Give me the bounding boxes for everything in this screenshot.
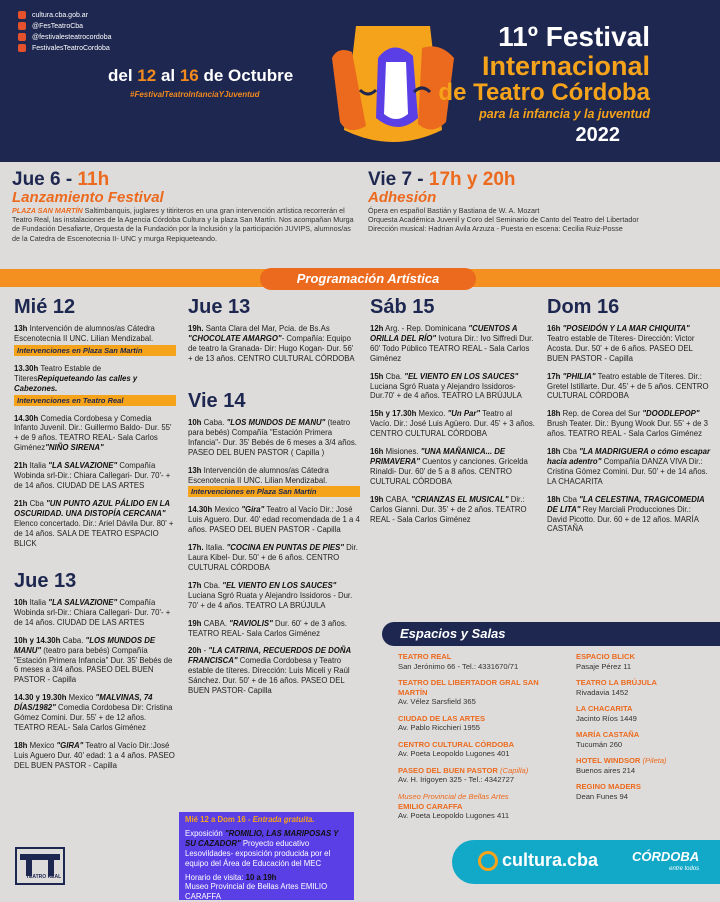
event-tag: Intervenciones en Plaza San Martín bbox=[188, 486, 360, 497]
event-origin: Mexico. bbox=[416, 409, 448, 419]
teatro-real-icon bbox=[14, 846, 66, 886]
dates-suffix: de Octubre bbox=[198, 66, 294, 85]
event-time: 19h bbox=[188, 618, 202, 628]
event-title: "CUENTOS A ORILLA DEL RÍO" bbox=[370, 324, 518, 343]
venue-address: Pasaje Pérez 11 bbox=[576, 661, 632, 671]
event-origin: Cba. bbox=[201, 580, 223, 590]
event-details: Dir. Laura Kibel- Dur. 50' + de 6 años. CENTRO CULTURAL CÓRDOBA bbox=[188, 543, 358, 572]
event-details: Luciana Sgró Ruata y Alejandro Issidoros- Dur.70' + de 4 años. TEATRO LA BRÚJULA bbox=[370, 381, 522, 401]
jue6-text: Saltimbanquis, juglares y titiriteros en una gran intervención artística recorrerán el Teatro Real, las instalaciones de la Agencia Córdoba Cultura y la plaza San Martín. Nos acompañan Murga de Fundación Desafiarte, Orquesta de la Fundación por la Inclusión y la participación JUVIPS, alumnos/as de la Catedra de Escenotecnia II- UNC y murga Repiqueteando. bbox=[12, 206, 354, 243]
venue-name: TEATRO DEL LIBERTADOR GRAL SAN MARTÍN bbox=[398, 678, 539, 697]
event-origin: Italia bbox=[27, 461, 49, 471]
event-list bbox=[370, 324, 535, 524]
event-item bbox=[188, 324, 360, 364]
event-origin: Santa Clara del Mar, Pcia. de Bs.As bbox=[203, 324, 330, 333]
event-item bbox=[370, 372, 535, 402]
event-title: "UNA MAÑANICA... DE PRIMAVERA" bbox=[370, 447, 506, 466]
event-title: "PHILIA" bbox=[562, 371, 596, 381]
event-item bbox=[370, 324, 535, 364]
event-time: 16h bbox=[547, 324, 561, 333]
column-dom16 bbox=[547, 296, 712, 542]
event-title: "LOS MUNDOS DE MANU" bbox=[226, 418, 326, 427]
event-time: 19h bbox=[370, 494, 384, 504]
event-details: (teatro para bebés) Compañía "Estación Primera Infancia" Dur. 35' Bebés de 6 meses a 3/4 años. PASEO DEL BUEN PASTOR - Capilla bbox=[14, 645, 173, 685]
event-origin: Rep. de Corea del Sur bbox=[560, 409, 643, 419]
vie7-subtitle: Adhesión bbox=[368, 189, 437, 206]
cordoba-sub: entre todos bbox=[669, 866, 700, 872]
event-item bbox=[547, 447, 712, 487]
exposicion-place: Museo Provincial de Bellas Artes EMILIO CARAFFA bbox=[185, 882, 328, 902]
cultura-cba-logo bbox=[478, 850, 598, 871]
event-details: Dur. 60' + de 3 años. TEATRO REAL- Sala Carlos Giménez bbox=[188, 618, 347, 638]
venue-name: ESPACIO BLICK bbox=[576, 652, 635, 661]
event-details: Comedia Cordobesa Dir: Cristina Gómez Comini. Dur. 55' + de 12 años. TEATRO REAL- Sala Carlos Giménez bbox=[14, 703, 173, 732]
exposicion-free: - Entrada gratuita. bbox=[245, 815, 315, 824]
event-title: "COCINA EN PUNTAS DE PIES" bbox=[226, 543, 345, 553]
event-item bbox=[188, 543, 360, 573]
event-title: "LA CELESTINA, TRAGICOMEDIA DE LITA" bbox=[547, 494, 705, 514]
event-details: Teatro estable de Títeres. Dir.: Gretel Istillarte. Dur. 45' + de 5 años. CENTRO CULTURAL CÓRDOBA bbox=[547, 371, 709, 401]
event-time: 15h bbox=[370, 371, 384, 381]
column-sab15 bbox=[370, 296, 535, 532]
event-time: 21h bbox=[14, 461, 28, 471]
event-details: Cuentos y canciones. Gricelda Rinaldi- Dur. 60' de 5 a 8 años. CENTRO CULTURAL CÓRDOBA bbox=[370, 456, 528, 486]
programacion-title: Programación Artística bbox=[260, 268, 476, 290]
vie7-heading bbox=[368, 170, 708, 190]
title-line3: de Teatro Córdoba bbox=[438, 79, 650, 106]
column-vie14 bbox=[188, 390, 360, 704]
event-time: 13h bbox=[188, 465, 202, 475]
event-details: Teatro al Vacío Dir.: José Luis Aguero. Dur. 40' edad recomendada de 1 a 4 años. PASEO DEL BUEN PASTOR - Capilla bbox=[188, 505, 360, 535]
festival-dates bbox=[108, 66, 293, 86]
title-line4: para la infancia y la juventud bbox=[479, 107, 650, 121]
event-origin: Cba bbox=[560, 447, 580, 457]
event-item bbox=[14, 364, 176, 406]
event-item bbox=[188, 466, 360, 498]
twitter-icon bbox=[18, 22, 26, 30]
day-heading: Vie 14 bbox=[188, 390, 246, 412]
venue-address: Jacinto Ríos 1449 bbox=[576, 713, 637, 723]
event-details: Rey Marciali Producciones Dir.: David Picotto. Dur. 60 + de 12 años. MARÍA CASTAÑA bbox=[547, 504, 699, 534]
event-title: "MALVINAS, 74 DÍAS/1982" bbox=[14, 693, 153, 713]
event-origin: CABA. bbox=[201, 618, 230, 628]
event-time: 17h. bbox=[188, 543, 204, 553]
venue-name: PASEO DEL BUEN PASTOR (Capilla) bbox=[398, 765, 529, 775]
event-title: "NIÑO SIRENA" bbox=[45, 443, 104, 453]
event-origin: Italia bbox=[27, 598, 49, 607]
event-tag: Intervenciones en Plaza San Martín bbox=[14, 345, 176, 356]
vie7-time: 17h y 20h bbox=[428, 169, 516, 190]
event-item bbox=[370, 409, 535, 439]
venue-detail: (Capilla) bbox=[497, 765, 529, 775]
event-title: "GIRA" bbox=[56, 740, 84, 750]
visit-hours: 10 a 19h bbox=[245, 872, 277, 882]
event-time: 10h y 14.30h bbox=[14, 635, 61, 645]
event-origin: Cba. bbox=[383, 371, 405, 381]
event-item bbox=[547, 409, 712, 439]
vie7-line: Ópera en español Bastián y Bastiana de W. A. Mozart bbox=[368, 206, 540, 215]
espacios-heading: Espacios y Salas bbox=[382, 622, 720, 646]
event-origin: Arg. - Rep. Dominicana bbox=[383, 324, 469, 333]
cultura-logo-icon bbox=[478, 851, 498, 871]
jue6-heading bbox=[12, 170, 357, 190]
event-item bbox=[14, 741, 176, 771]
venue-address: Rivadavia 1452 bbox=[576, 687, 629, 697]
event-time: 13.30h bbox=[14, 363, 41, 373]
social-facebook-text: FestivalesTeatroCordoba bbox=[32, 44, 110, 52]
teatro-real-logo bbox=[14, 846, 66, 886]
column-mie12 bbox=[14, 296, 176, 556]
event-origin: Misiones. bbox=[383, 447, 421, 457]
jue6-time: 11h bbox=[77, 169, 110, 190]
event-time: 18h bbox=[547, 409, 561, 419]
event-details: Ivotura Dir.: Ivo Siffredi Dur. 60' Todo Público TEATRO REAL - Sala Carlos Giménez bbox=[370, 333, 534, 363]
event-title: "Un Par" bbox=[447, 409, 481, 419]
event-details: Luciana Sgró Ruata y Alejandro Issidoros - Dur. 70' + de 4 años. TEATRO LA BRÚJULA bbox=[188, 590, 353, 610]
event-item bbox=[14, 636, 176, 686]
event-list bbox=[188, 324, 360, 364]
event-item bbox=[188, 581, 360, 611]
jue6-day: Jue 6 - bbox=[12, 169, 78, 190]
social-instagram[interactable] bbox=[18, 32, 111, 42]
event-details: Dir.: Carlos Gianni. Dur. 35' + de 2 años. TEATRO REAL - Sala Carlos Giménez bbox=[370, 494, 527, 524]
day-heading: Mié 12 bbox=[14, 296, 76, 318]
day-heading: Jue 13 bbox=[188, 296, 251, 318]
event-item bbox=[14, 499, 176, 549]
event-item bbox=[188, 646, 360, 696]
vie7-line: Orquesta Académica Juvenil y Coro del Seminario de Canto del Teatro del Libertador bbox=[368, 215, 639, 225]
event-time: 18h bbox=[547, 494, 561, 504]
event-time: 12h bbox=[370, 324, 384, 333]
social-twitter-text: @FesTeatroCba bbox=[32, 22, 84, 30]
social-facebook[interactable] bbox=[18, 43, 111, 53]
venue-address: Av. H. Irigoyen 325 - Tel.: 4342727 bbox=[398, 775, 515, 784]
event-details: Teatro al Vacío. Dir.: José Luis Agüero. Dur. 45' + 3 años. CENTRO CULTURAL CÓRDOBA bbox=[370, 409, 535, 439]
event-title: "EL VIENTO EN LOS SAUCES" bbox=[404, 371, 519, 381]
venue-name: HOTEL WINDSOR (Pileta) bbox=[576, 756, 667, 765]
venue-address: Tucumán 260 bbox=[576, 739, 623, 749]
event-title: "LOS MUNDOS DE MANU" bbox=[14, 635, 156, 655]
venue-address: Dean Funes 94 bbox=[576, 791, 628, 801]
social-instagram-text: @festivalesteatrocordoba bbox=[32, 33, 112, 41]
vie7-section bbox=[368, 170, 708, 234]
event-item bbox=[188, 418, 360, 458]
event-item bbox=[547, 495, 712, 535]
event-time: 17h bbox=[188, 580, 202, 590]
day-heading: Dom 16 bbox=[547, 296, 620, 318]
event-origin: Cba bbox=[560, 494, 580, 504]
event-origin: Cba bbox=[27, 498, 47, 508]
venue-name: TEATRO LA BRÚJULA bbox=[576, 678, 657, 687]
event-time: 15h y 17.30h bbox=[370, 409, 417, 419]
event-details: Compañía Wobinda srl-Dir.: Chiara Callegari- Dur. 70'- + de 14 años. CIUDAD DE LAS ARTES bbox=[14, 598, 171, 627]
header-banner bbox=[0, 0, 720, 162]
event-title: "RAVIOLIS" bbox=[229, 618, 273, 628]
event-title: "DOODLEPOP" bbox=[642, 409, 700, 419]
event-origin: Intervención de alumnos/as Cátedra Escenotecnia II UNC. Lilian Mendizabal. bbox=[14, 324, 155, 343]
event-item bbox=[547, 324, 712, 364]
event-time: 10h bbox=[14, 598, 28, 607]
event-title: "LA SALVAZIONE" bbox=[48, 598, 118, 607]
event-title: "EL VIENTO EN LOS SAUCES" bbox=[222, 580, 337, 590]
web-icon bbox=[18, 11, 26, 19]
event-title: "CRIANZAS EL MUSICAL" bbox=[411, 494, 509, 504]
event-time: 18h bbox=[547, 447, 561, 457]
event-title: "Gira" bbox=[241, 505, 265, 515]
venue-address: Buenos aires 214 bbox=[576, 765, 636, 775]
column-jue13 bbox=[188, 296, 360, 372]
venue-name: TEATRO REAL bbox=[398, 652, 452, 661]
event-origin: Comedia Cordobesa y Comedia Infanto Juvenil. Dir.: Guillermo Baldo- Dur. 55' + de 9 años. TEATRO REAL- Sala Carlos Giménez bbox=[14, 413, 172, 453]
jue6-subtitle: Lanzamiento Festival bbox=[12, 189, 164, 206]
teatro-real-text: TEATRO REAL bbox=[26, 874, 62, 880]
social-web-text: cultura.cba.gob.ar bbox=[32, 11, 89, 19]
event-item bbox=[14, 693, 176, 733]
venue-museo bbox=[398, 792, 568, 828]
event-details: Elenco concertado. Dir.: Ariel Dávila Dur. 80' + de 14 años. SALA DE TEATRO ESPACIO BLICK bbox=[14, 518, 174, 548]
exposicion-dates: Mié 12 a Dom 16 bbox=[185, 815, 246, 824]
event-details: Brush Teater. Dir.: Byung Wook Dur. 55' + de 3 años. TEATRO REAL - Sala Carlos Giménez bbox=[547, 419, 708, 439]
exposicion-visit bbox=[185, 873, 348, 883]
day-heading: Sáb 15 bbox=[370, 296, 435, 318]
event-time: 14.30h bbox=[14, 413, 41, 423]
event-origin: CABA. bbox=[383, 494, 412, 504]
social-web[interactable] bbox=[18, 10, 111, 20]
event-origin: Mexico bbox=[27, 740, 57, 750]
column-jue13-left bbox=[14, 570, 176, 779]
event-list bbox=[188, 418, 360, 696]
museo-name: EMILIO CARAFFA bbox=[398, 801, 463, 811]
event-title: "LA MADRIGUERA o cómo escapar hacia adentro" bbox=[547, 447, 710, 466]
event-item bbox=[370, 495, 535, 525]
event-details: - Compañía: Equipo de teatro la Granada- Dir: Hugo Kogan- Dur. 56' + de 13 años. CENTRO CULTURAL CÓRDOBA bbox=[188, 333, 355, 363]
event-item bbox=[188, 619, 360, 639]
event-origin: - bbox=[201, 646, 209, 656]
event-item bbox=[14, 414, 176, 454]
event-time: 19h. bbox=[188, 324, 204, 333]
event-details: (teatro para bebés) Compañía "Estación Primera Infancia"- Dur. 35' Bebés de 6 meses a 3/4 años. PASEO DEL BUEN PASTOR ( Capilla ) bbox=[188, 418, 357, 457]
event-title: Repiqueteando las calles y Cabezones. bbox=[14, 373, 138, 393]
venue-name: CIUDAD DE LAS ARTES bbox=[398, 713, 486, 723]
event-item bbox=[14, 461, 176, 491]
festival-year: 2022 bbox=[575, 124, 620, 146]
venue-address: San Jerónimo 66 - Tel.: 4331670/71 bbox=[398, 661, 519, 671]
facebook-icon bbox=[18, 44, 26, 52]
vie7-day: Vie 7 - bbox=[368, 169, 429, 190]
event-time: 14.30h bbox=[188, 505, 213, 515]
vie7-line: Dirección musical: Hadrian Avila Arzuza - Puesta en escena: Cecilia Ruiz-Posse bbox=[368, 224, 623, 234]
event-origin: Intervención de alumnos/as Cátedra Escenotecnia II UNC. Lilian Mendizabal. bbox=[188, 465, 329, 485]
event-item bbox=[547, 372, 712, 402]
event-time: 16h bbox=[370, 447, 384, 457]
visit-label: Horario de visita: bbox=[185, 872, 246, 882]
event-list bbox=[547, 324, 712, 534]
event-details: Compañía DANZA VIVA Dir.: Cristina Gómez Comini. Dur. 50' + de 14 años. LA CHACARITA bbox=[547, 456, 708, 486]
venues-right bbox=[576, 652, 716, 808]
venue-name: CENTRO CULTURAL CÓRDOBA bbox=[398, 739, 515, 749]
event-details: Teatro estable de Títeres- Dirección: Victor Acosta. Dur. 50' + de 6 años. PASEO DEL BUEN PASTOR - Capilla bbox=[547, 333, 695, 363]
venue-address: Av. Pablo Ricchieri 1955 bbox=[398, 723, 481, 732]
cordoba-logo bbox=[632, 851, 699, 875]
hashtag: #FestivalTeatroInfanciaYJuventud bbox=[130, 90, 260, 99]
exposicion-text bbox=[185, 829, 348, 869]
date-start: 12 bbox=[137, 66, 157, 85]
dates-prefix: del bbox=[108, 66, 138, 85]
title-line2: Internacional bbox=[481, 51, 650, 81]
event-item bbox=[188, 505, 360, 535]
event-tag: Intervenciones en Teatro Real bbox=[14, 395, 176, 406]
jue6-section bbox=[12, 170, 357, 243]
event-time: 13h bbox=[14, 324, 28, 333]
social-twitter[interactable] bbox=[18, 21, 111, 31]
event-list bbox=[14, 598, 176, 771]
event-details: Compañía Wobinda srl-Dir.: Chiara Callegari- Dur. 70'- + de 14 años. CIUDAD DE LAS ARTES bbox=[14, 461, 171, 490]
cordoba-text: CÓRDOBA bbox=[632, 849, 700, 864]
event-time: 14.30 y 19.30h bbox=[14, 693, 67, 703]
title-line1: 11º Festival bbox=[498, 21, 650, 52]
event-details: Teatro al Vacío Dir.:José Luis Aguero Dur. 40' edad: 1 a 4 años. PASEO DEL BUEN PASTOR - Capilla bbox=[14, 740, 175, 770]
event-time: 18h bbox=[14, 740, 28, 750]
event-origin: Caba. bbox=[60, 635, 86, 645]
dates-mid: al bbox=[156, 66, 180, 85]
jue6-description bbox=[12, 206, 357, 243]
event-details: Comedia Cordobesa y Teatro estable de títeres. Dirección: Luis Miceli y Raúl Sánchez. Dur. 50' + de 16 años. PASEO DEL BUEN PASTOR- Capilla bbox=[188, 656, 350, 696]
date-end: 16 bbox=[179, 66, 199, 85]
event-title: "POSEIDÓN Y LA MAR CHIQUITA" bbox=[562, 324, 690, 333]
venue-address: Av. Vélez Sarsfield 365 bbox=[398, 697, 476, 706]
event-origin: Italia. bbox=[203, 543, 227, 553]
exposicion-text2: Proyecto educativo Lesovildades- exposición producida por el equipo del Área de Educación del MEC bbox=[185, 838, 331, 868]
day-heading: Jue 13 bbox=[14, 570, 77, 592]
venue-detail: (Pileta) bbox=[640, 756, 667, 765]
jue6-place: PLAZA SAN MARTÍN bbox=[12, 206, 83, 215]
exposicion-box bbox=[179, 812, 354, 900]
event-origin: Mexico bbox=[212, 505, 242, 515]
festival-title bbox=[438, 22, 650, 148]
event-title: "LA SALVAZIONE" bbox=[48, 461, 118, 471]
exposicion-head bbox=[185, 815, 348, 825]
event-time: 17h bbox=[547, 371, 561, 381]
event-time: 10h bbox=[188, 418, 202, 427]
cultura-text: cultura.cba bbox=[502, 850, 599, 870]
event-item bbox=[370, 447, 535, 487]
event-item bbox=[14, 324, 176, 356]
event-item bbox=[14, 598, 176, 628]
venue-name: REGINO MADERS bbox=[576, 782, 641, 791]
event-origin: Caba. bbox=[201, 418, 227, 427]
social-links bbox=[18, 10, 111, 54]
venue-name: MARÍA CASTAÑA bbox=[576, 730, 640, 739]
event-origin: Teatro Estable de Titeres bbox=[14, 363, 102, 383]
museo-address: Av. Poeta Leopoldo Lugones 411 bbox=[398, 811, 510, 820]
exposicion-title: "ROMILIO, LAS MARIPOSAS Y SU CAZADOR" bbox=[185, 828, 339, 848]
exposicion-text1: Exposición bbox=[185, 828, 225, 838]
event-list bbox=[14, 324, 176, 548]
museo-label: Museo Provincial de Bellas Artes bbox=[398, 792, 509, 801]
event-time: 21h bbox=[14, 498, 28, 508]
event-origin: Mexico bbox=[66, 693, 96, 703]
event-title: "UN PUNTO AZUL PÁLIDO EN LA OSCURIDAD. UNA DISTOPÍA CERCANA" bbox=[14, 498, 170, 518]
venue-address: Av. Poeta Leopoldo Lugones 401 bbox=[398, 749, 510, 758]
venues-left bbox=[398, 652, 568, 792]
event-title: "LA CATRINA, RECUERDOS DE DOÑA FRANCISCA" bbox=[188, 646, 351, 666]
event-title: "CHOCOLATE AMARGO" bbox=[188, 333, 282, 343]
event-time: 20h bbox=[188, 646, 202, 656]
venue-name: LA CHACARITA bbox=[576, 704, 633, 713]
instagram-icon bbox=[18, 33, 26, 41]
